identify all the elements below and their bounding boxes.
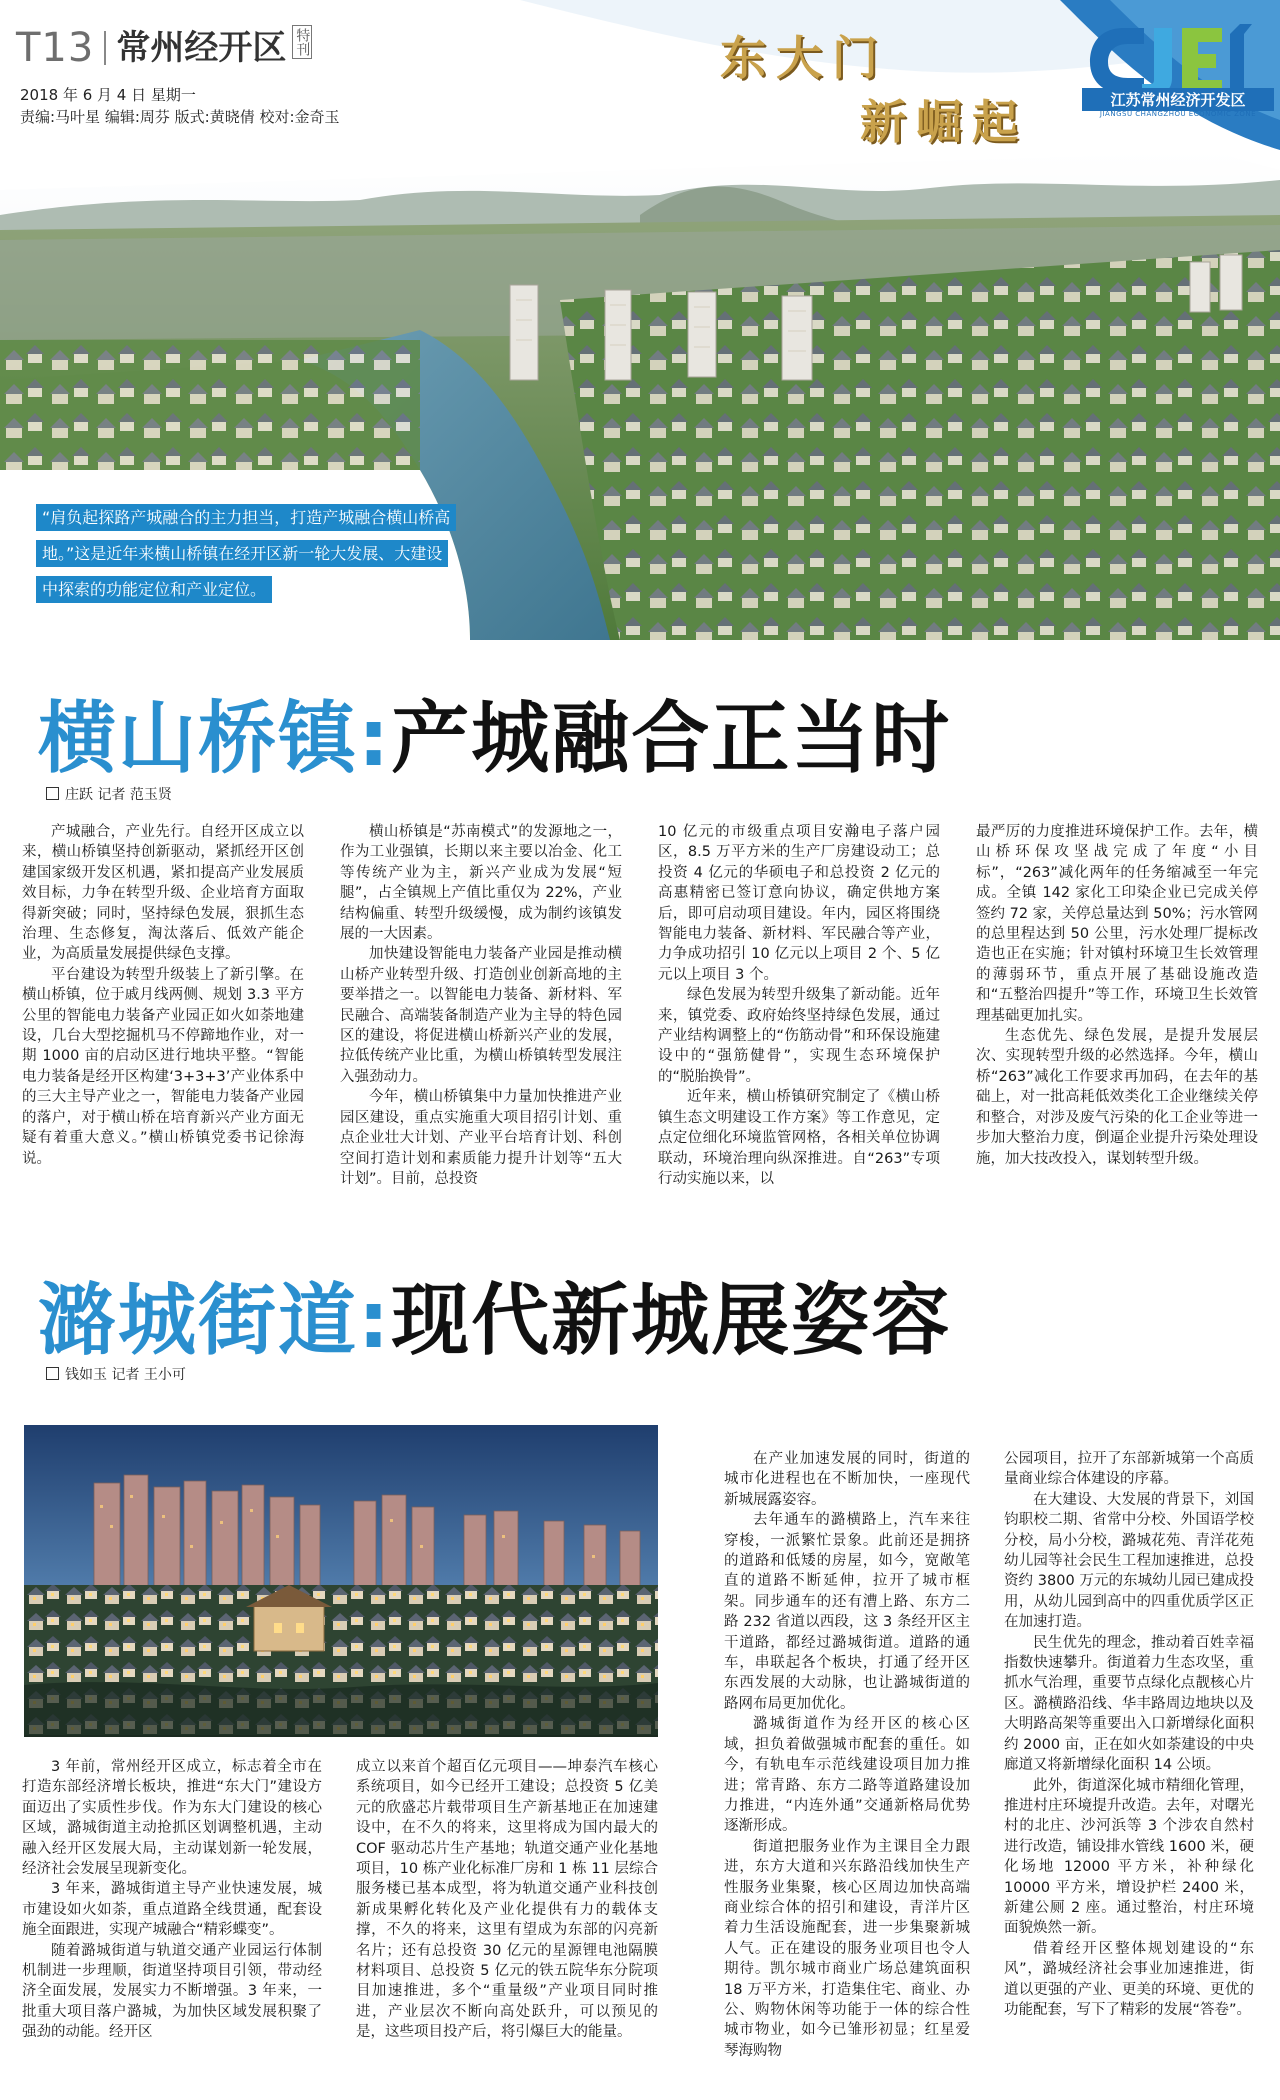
- article1-column-4: [976, 822, 1258, 1198]
- article2-column-3: [724, 1449, 970, 2093]
- article2-headline: [38, 1258, 951, 1370]
- article1-column-3: [658, 822, 940, 1198]
- masthead-divider: [104, 31, 106, 65]
- logo-chinese-name: 江苏常州经济开发区: [1082, 88, 1274, 111]
- paragraph: 去年通车的潞横路上，汽车来往穿梭，一派繁忙景象。此前还是拥挤的道路和低矮的房屋，如今，宽敞笔直的道路不断延伸，拉开了城市框架。同步通车的还有漕上路、东方二路 232 省道以西段，这 3 条经开区主干道路，都经过潞城街道。道路的通车，串联起各个板块，打通了经开区东西发展的大动脉，也让潞城街道的路网布局更加优化。: [724, 1512, 970, 1712]
- paragraph: 成立以来首个超百亿元项目——坤泰汽车核心系统项目，如今已经开工建设；总投资 5 亿美元的欣盛芯片载带项目生产新基地正在加速建设中，在不久的将来，这里将成为国内最大的 COF 驱动芯片生产基地；轨道交通产业化基地项目，10 栋产业化标准厂房和 1 栋 11 层综合服务楼已基本成型，将为轨道交通产业科技创新成果孵化转化及产业化提供有力的载体支撑，不久的将来，这里有望成为东部的闪亮新名片；还有总投资 30 亿元的星源锂电池隔膜材料项目、总投资 5 亿元的铁五院华东分院项目加速推进，多个“重量级”产业项目同时推进，产业层次不断向高处跃升，可以预见的是，这些项目投产后，将引爆巨大的能量。: [356, 1759, 658, 2041]
- dusk-cityscape-illustration: [24, 1425, 658, 1737]
- page-number: T13: [16, 25, 95, 71]
- paragraph: 绿色发展为转型升级集了新动能。近年来，镇党委、政府始终坚持绿色发展，通过产业结构调整上的“伤筋动骨”和环保设施建设中的“强筋健骨”，实现生态环境保护的“脱胎换骨”。: [658, 987, 940, 1085]
- article2-column-1: [22, 1757, 322, 2093]
- paragraph: 街道把服务业作为主课目全力跟进，东方大道和兴东路沿线加快生产性服务业集聚，核心区周边加快高端商业综合体的招引和建设，青洋片区着力生活设施配套，进一步集聚新城人气。正在建设的服务业项目也令人期待。凯尔城市商业广场总建筑面积 18 万平方米，打造集住宅、商业、办公、购物休闲等功能于一体的综合性城市物业，如今已雏形初显；红星爱琴海购物: [724, 1838, 970, 2059]
- paragraph: 3 年来，潞城街道主导产业快速发展，城市建设如火如荼，重点道路全线贯通，配套设施全面跟进，实现产城融合“精彩蝶变”。: [22, 1881, 322, 1939]
- article1-byline: [46, 784, 172, 804]
- article1-column-1: [22, 822, 304, 1198]
- paragraph: 平台建设为转型升级装上了新引擎。在横山桥镇，位于戚月线两侧、规划 3.3 平方公里的智能电力装备产业园正如火如荼地建设，几台大型挖掘机马不停蹄地作业，对一期 1000 亩的启动区进行地块平整。“智能电力装备是经开区构建‘3+3+3’产业体系中的三大主导产业之一，智能电力装备产业园的落户，对于横山桥在培育新兴产业方面无疑有着重大意义。”横山桥镇党委书记徐海说。: [22, 966, 304, 1167]
- paragraph: 最严厉的力度推进环境保护工作。去年，横山桥环保攻坚战完成了年度“小目标”，“263”减化两年的任务缩减至一年完成。全镇 142 家化工印染企业已完成关停签约 72 家，关停总量达到 50%；污水管网的总里程达到 50 公里，污水处理厂提标改造也正在实施；针对镇村环境卫生长效管理的薄弱环节，重点开展了基础设施改造和“五整治四提升”等工作，环境卫生长效管理基础更加扎实。: [976, 824, 1258, 1024]
- article1-headline-title: 产城融合正当时: [391, 694, 952, 784]
- article2-byline: [46, 1364, 186, 1384]
- article2-byline-text: 钱如玉 记者 王小可: [65, 1367, 186, 1383]
- byline-box-icon: [46, 1367, 59, 1380]
- banner-slogan: [720, 26, 1028, 154]
- paragraph: 近年来，横山桥镇研究制定了《横山桥镇生态文明建设工作方案》等工作意见，定点定位细化环境监管网格，各相关单位协调联动，环境治理向纵深推进。自“263”专项行动实施以来，以: [658, 1089, 940, 1187]
- paragraph: 借着经开区整体规划建设的“东风”，潞城经济社会事业加速推进，街道以更强的产业、更美的环境、更优的功能配套，写下了精彩的发展“答卷”。: [1004, 1940, 1254, 2018]
- article2-headline-place: 潞城街道:: [38, 1276, 392, 1366]
- hero-quote: [36, 500, 456, 608]
- paragraph: 此外，街道深化城市精细化管理，推进村庄环境提升改造。去年，对曙光村的北庄、沙河浜等 3 个涉农自然村进行改造，铺设排水管线 1600 米，硬化场地 12000 平方米，补种绿化 10000 平方米，增设护栏 2400 米，新建公厕 2 座。通过整治，村庄环境面貌焕然一新。: [1004, 1777, 1254, 1937]
- article2-column-2: [356, 1757, 658, 2093]
- paragraph: 10 亿元的市级重点项目安瀚电子落户园区，8.5 万平方米的生产厂房建设动工；总投资 4 亿元的华硕电子和总投资 2 亿元的高惠精密已签订意向协议，确定供地方案后，即可启动项目建设。年内，园区将围绕智能电力装备、新材料、军民融合等产业，力争成功招引 10 亿元以上项目 2 个、5 亿元以上项目 3 个。: [658, 824, 940, 983]
- paragraph: 随着潞城街道与轨道交通产业园运行体制机制进一步理顺，街道坚持项目引领，带动经济全面发展，发展实力不断增强。3 年来，一批重大项目落户潞城，为加快区域发展积聚了强劲的动能。经开区: [22, 1942, 322, 2041]
- paragraph: 今年，横山桥镇集中力量加快推进产业园区建设，重点实施重大项目招引计划、重点企业壮大计划、产业平台培育计划、科创空间打造计划和素质能力提升计划等“五大计划”。目前，总投资: [340, 1089, 622, 1187]
- logo-english-name: JIANGSU CHANGZHOU ECONOMIC ZONE: [1099, 110, 1257, 118]
- byline-box-icon: [46, 787, 59, 800]
- paragraph: 在产业加速发展的同时，街道的城市化进程也在不断加快，一座现代新城展露姿容。: [724, 1451, 970, 1508]
- article2-headline-title: 现代新城展姿容: [391, 1276, 952, 1366]
- issue-date: 2018 年 6 月 4 日 星期一: [20, 86, 196, 104]
- article1-byline-text: 庄跃 记者 范玉贤: [65, 787, 172, 803]
- hero-quote-text: “肩负起探路产城融合的主力担当，打造产城融合横山桥高地。”这是近年来横山桥镇在经开区新一轮大发展、大建设中探索的功能定位和产业定位。: [36, 504, 456, 603]
- paragraph: 横山桥镇是“苏南模式”的发源地之一，作为工业强镇，长期以来主要以冶金、化工等传统产业为主，新兴产业成为发展“短腿”，占全镇规上产值比重仅为 22%，产业结构偏重、转型升级缓慢，成为制约该镇发展的一大因素。: [340, 824, 622, 943]
- article2-column-4: [1004, 1449, 1254, 2093]
- section-title: 常州经开区: [116, 28, 287, 68]
- page-masthead: [16, 20, 312, 71]
- paragraph: 在大建设、大发展的背景下，刘国钧职校二期、省常中分校、外国语学校分校，局小分校，潞城花苑、青洋花苑幼儿园等社会民生工程加速推进，总投资约 3800 万元的东城幼儿园已建成投用，从幼儿园到高中的四重优质学区正在加速打造。: [1004, 1491, 1254, 1631]
- editor-credits: 责编:马叶星 编辑:周芬 版式:黄晓倩 校对:金奇玉: [20, 108, 340, 126]
- slogan-line-2: 新崛起: [860, 95, 1028, 149]
- paragraph: 3 年前，常州经开区成立，标志着全市在打造东部经济增长板块，推进“东大门”建设方面迈出了实质性步伐。作为东大门建设的核心区域，潞城街道主动抢抓区划调整机遇，主动融入经开区发展大局，主动谋划新一轮发展，经济社会发展呈现新变化。: [22, 1759, 322, 1878]
- paragraph: 生态优先、绿色发展，是提升发展层次、实现转型升级的必然选择。今年，横山桥“263”减化工作要求再加码，在去年的基础上，对一批高耗低效类化工企业继续关停和整合，对涉及废气污染的化工企业等进一步加大整治力度，倒逼企业提升污染处理设施，加大技改投入，谋划转型升级。: [976, 1028, 1258, 1167]
- paragraph: 加快建设智能电力装备产业园是推动横山桥产业转型升级、打造创业创新高地的主要举措之一。以智能电力装备、新材料、军民融合、高端装备制造产业为主导的特色园区的建设，将促进横山桥新兴产业的发展，拉低传统产业比重，为横山桥镇转型发展注入强劲动力。: [340, 946, 622, 1085]
- special-issue-badge: 特刊: [292, 25, 312, 59]
- article1-headline-place: 横山桥镇:: [38, 694, 392, 784]
- paragraph: 民生优先的理念，推动着百姓幸福指数快速攀升。街道着力生态攻坚，重抓水气治理，重要节点绿化点靓核心片区。潞横路沿线、华丰路周边地块以及大明路高架等重要出入口新增绿化面积约 2000 亩，正在如火如荼建设的中央廊道又将新增绿化面积 14 公顷。: [1004, 1634, 1254, 1774]
- article1-headline: [38, 676, 951, 788]
- lucheng-night-photo: [24, 1425, 658, 1737]
- paragraph: 潞城街道作为经开区的核心区域，担负着做强城市配套的重任。如今，有轨电车示范线建设项目加力推进；常青路、东方二路等道路建设加力推进，“内连外通”交通新格局优势逐渐形成。: [724, 1716, 970, 1835]
- paragraph: 公园项目，拉开了东部新城第一个高质量商业综合体建设的序幕。: [1004, 1451, 1254, 1488]
- paragraph: 产城融合，产业先行。自经开区成立以来，横山桥镇坚持创新驱动，紧抓经开区创建国家级开发区机遇，紧扣提高产业发展质效目标，力争在转型升级、企业培育方面取得新突破；同时，坚持绿色发展，狠抓生态治理、生态修复，淘汰落后、低效产能企业，为高质量发展提供绿色支撑。: [22, 824, 304, 963]
- slogan-line-1: 东大门: [720, 31, 888, 85]
- article1-column-2: [340, 822, 622, 1198]
